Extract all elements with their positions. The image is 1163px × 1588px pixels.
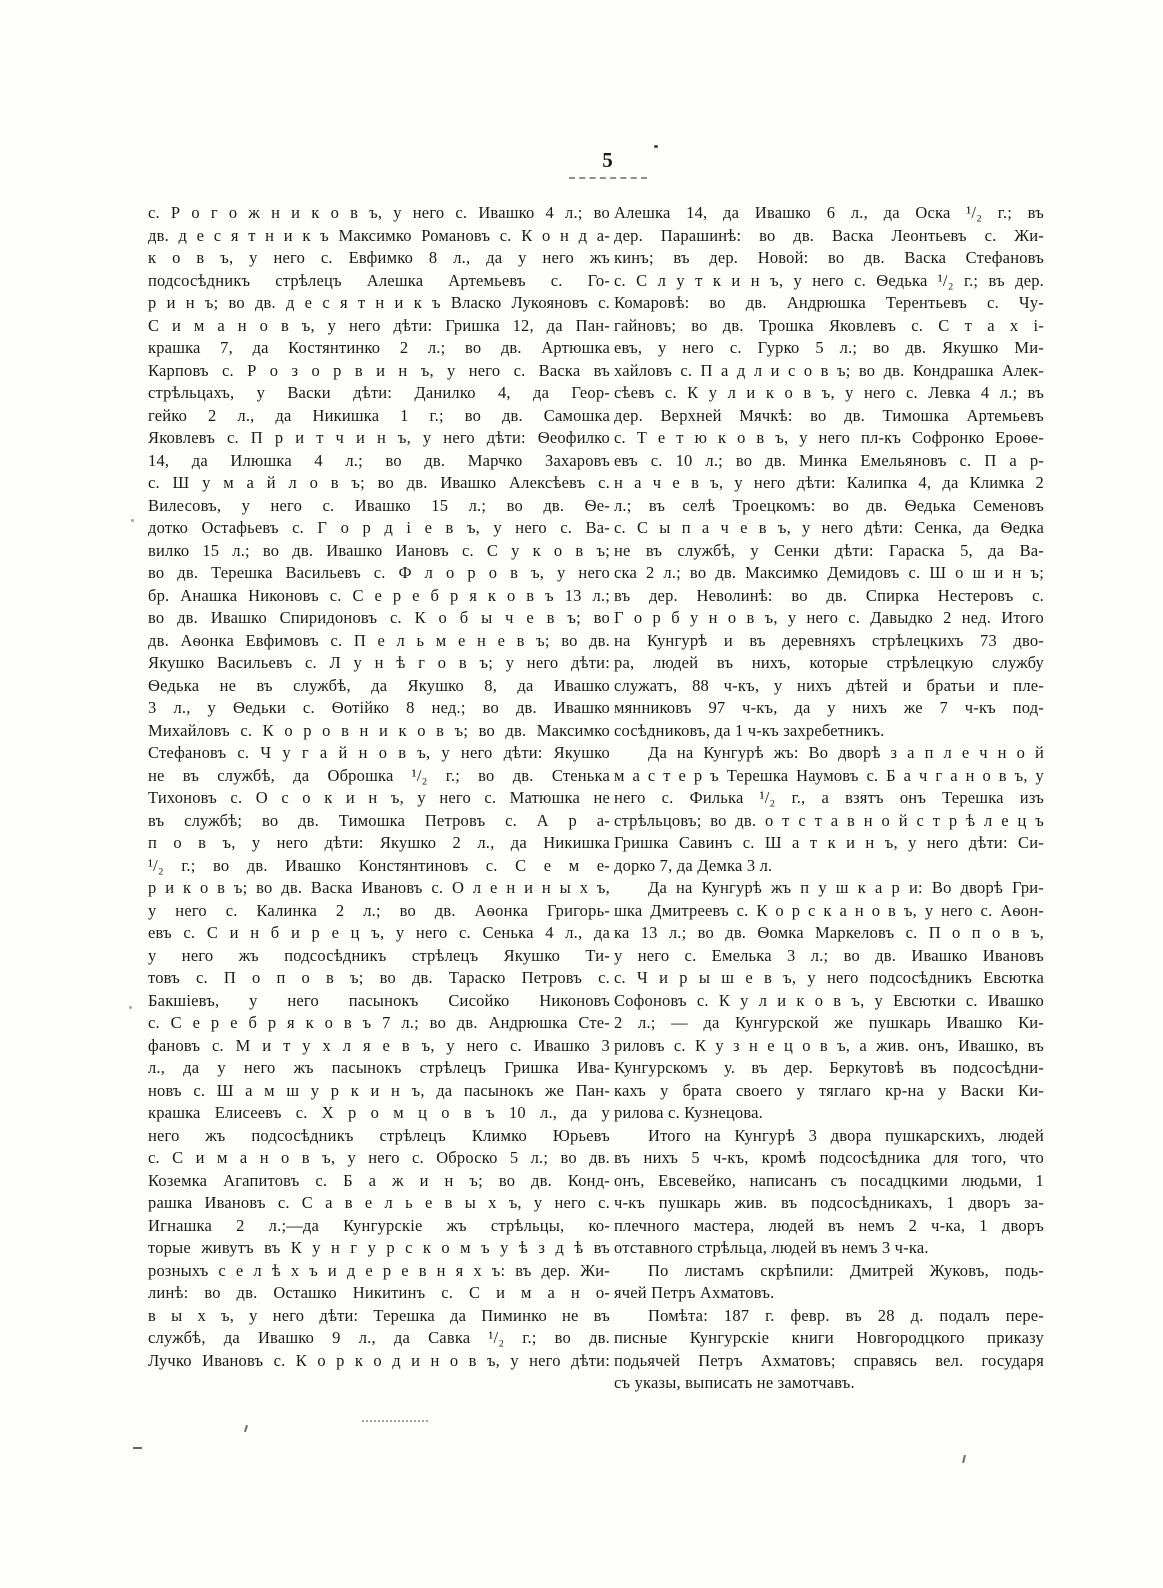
text-line: въ дер. Неволинѣ: во дв. Спирка Нестеровъ с.: [614, 585, 1044, 605]
text-line: евъ с. 10 л.; во дв. Минка Емельяновъ с. П а р-: [614, 450, 1044, 470]
text-line: Игнашка 2 л.;—да Кунгурскіе жъ стрѣльцы, ко-: [148, 1215, 610, 1235]
text-line: не въ службѣ, у Сенки дѣти: Гараска 5, да Ва-: [614, 540, 1044, 560]
text-line: Алешка 14, да Ивашко 6 л., да Оска ¹/₂ г.; въ: [614, 203, 1044, 222]
text-line: с. Т е т ю к о в ъ, у него пл-къ Софронко Ероѳе-: [614, 428, 1044, 447]
text-line: евъ с. С и н б и р е ц ъ, у него с. Сенька 4 л., да: [148, 923, 610, 942]
page-number-rule: [569, 177, 647, 179]
text-line: ¹/₂ г.; во дв. Ивашко Констянтиновъ с. С е м е-: [148, 855, 610, 875]
text-line: р и к о в ъ; во дв. Васка Ивановъ с. О л е н и н ы х ъ,: [148, 878, 610, 897]
text-line: Стефановъ с. Ч у г а й н о в ъ, у него дѣти: Якушко: [148, 743, 610, 762]
text-line: Кунгурскомъ у. въ дер. Беркутовѣ въ подсосѣдни-: [614, 1058, 1044, 1077]
text-line: писные Кунгурскіе книги Новгородцкого приказу: [614, 1328, 1044, 1347]
text-line: дв. Аѳонка Евфимовъ с. П е л ь м е н е в ъ; во дв.: [148, 630, 610, 650]
text-line: с. Ш у м а й л о в ъ; во дв. Ивашко Алексѣевъ с.: [148, 473, 610, 492]
text-line: ка 13 л.; во дв. Ѳомка Маркеловъ с. П о п о в ъ,: [614, 923, 1044, 942]
text-line: Яковлевъ с. П р и т ч и н ъ, у него дѣти: Ѳеофилко: [148, 428, 610, 447]
text-line: кинъ; въ дер. Новой: во дв. Васка Стефановъ: [614, 248, 1044, 267]
text-line: р и н ъ; во дв. д е с я т н и к ъ Власко Лукояновъ с.: [148, 293, 610, 312]
text-line: рилова с. Кузнецова.: [614, 1103, 763, 1122]
text-line: Софоновъ с. К у л и к о в ъ, у Евсютки с. Ивашко: [614, 990, 1044, 1010]
text-line: съ указы, выписать не замотчавъ.: [614, 1373, 855, 1392]
text-line: крашка 7, да Костянтинко 2 л.; во дв. Артюшка: [148, 338, 610, 357]
text-line: хайловъ с. П а д л и с о в ъ; во дв. Кондрашка Алек-: [614, 360, 1044, 380]
text-line: в ы х ъ, у него дѣти: Терешка да Пиминко не въ: [148, 1305, 610, 1325]
right-text-column: [614, 202, 1044, 1395]
text-line: риловъ с. К у з н е ц о в ъ, а жив. онъ, Ивашко, въ: [614, 1035, 1044, 1055]
text-line: Да на Кунгурѣ жъ: Во дворѣ з а п л е ч н о й: [648, 743, 1044, 762]
text-line: евъ, у него с. Гурко 5 л.; во дв. Якушко Ми-: [614, 338, 1044, 357]
scan-artifact-dot: [654, 145, 658, 148]
text-line: торые живутъ въ К у н г у р с к о м ъ у ѣ з д ѣ въ: [148, 1238, 610, 1257]
text-line: кахъ у брата своего у тяглаго кр-на у Васки Ки-: [614, 1080, 1044, 1100]
text-line: м а с т е р ъ Терешка Наумовъ с. Б а ч г а н о в ъ, у: [614, 765, 1044, 785]
text-line: розныхъ с е л ѣ х ъ и д е р е в н я х ъ: въ дер. Жи-: [148, 1260, 610, 1280]
text-line: С и м а н о в ъ, у него дѣти: Гришка 12, да Пан-: [148, 315, 610, 335]
text-line: отставного стрѣльца, людей въ немъ 3 ч-ка.: [614, 1238, 929, 1257]
page-number: 5: [602, 148, 614, 172]
text-line: л.; въ селѣ Троецкомъ: во дв. Ѳедька Семеновъ: [614, 495, 1044, 515]
text-line: с. С е р е б р я к о в ъ 7 л.; во дв. Андрюшка Сте-: [148, 1013, 610, 1032]
text-line: въ службѣ; во дв. Тимошка Петровъ с. А р а-: [148, 810, 610, 830]
text-line: стрѣльцовъ; во дв. о т с т а в н о й с т р ѣ л е ц ъ: [614, 810, 1044, 830]
scan-artifact-speck: [131, 519, 134, 522]
text-line: крашка Елисеевъ с. Х р о м ц о в ъ 10 л., да у: [148, 1103, 610, 1122]
scan-artifact-speck: [129, 1006, 132, 1009]
text-line: сѣевъ с. К у л и к о в ъ, у него с. Левка 4 л.; въ: [614, 383, 1044, 402]
text-line: Итого на Кунгурѣ 3 двора пушкарскихъ, людей: [648, 1125, 1044, 1145]
text-line: во дв. Терешка Васильевъ с. Ф л о р о в ъ, у него: [148, 563, 610, 582]
text-line: Лучко Ивановъ с. К о р к о д и н о в ъ, у него дѣти:: [148, 1350, 610, 1370]
text-line: ч-къ пушкарь жив. въ подсосѣдникахъ, 1 дворъ за-: [614, 1193, 1044, 1212]
text-line: у него жъ подсосѣдникъ стрѣлецъ Якушко Ти-: [148, 945, 610, 965]
text-line: новъ с. Ш а м ш у р к и н ъ, да пасынокъ же Пан-: [148, 1080, 610, 1100]
text-line: с. С ы п а ч е в ъ, у него дѣти: Сенка, да Ѳедка: [614, 518, 1044, 537]
scan-artifact-tick: [244, 1425, 248, 1432]
text-line: рашка Ивановъ с. С а в е л ь е в ы х ъ, у него с.: [148, 1193, 610, 1212]
text-line: служатъ, 88 ч-къ, у нихъ дѣтей и братьи и пле-: [614, 675, 1044, 695]
text-line: ра, людей въ нихъ, которые стрѣлецкую службу: [614, 653, 1044, 672]
text-line: Якушко Васильевъ с. Л у н ѣ г о в ъ; у него дѣти:: [148, 653, 610, 672]
text-line: службѣ, да Ивашко 9 л., да Савка ¹/₂ г.; во дв.: [148, 1328, 610, 1347]
text-line: Вилесовъ, у него с. Ивашко 15 л.; во дв. Ѳе-: [148, 495, 610, 515]
text-line: товъ с. П о п о в ъ; во дв. Тараско Петровъ с.: [148, 968, 610, 987]
text-line: гайновъ; во дв. Трошка Яковлевъ с. С т а х і-: [614, 315, 1044, 335]
text-line: сосѣдниковъ, да 1 ч-къ захребетникъ.: [614, 720, 885, 740]
text-line: него с. Филька ¹/₂ г., а взятъ онъ Терешка изъ: [614, 788, 1044, 807]
text-line: л., да у него жъ пасынокъ стрѣлецъ Гришка Ива-: [148, 1058, 610, 1077]
text-line: дер. Верхней Мячкѣ: во дв. Тимошка Артемьевъ: [614, 405, 1044, 425]
text-line: дв. д е с я т н и к ъ Максимко Романовъ с. К о н д а-: [148, 225, 610, 245]
text-line: 14, да Илюшка 4 л.; во дв. Марчко Захаровъ: [148, 450, 610, 470]
text-line: Гришка Савинъ с. Ш а т к и н ъ, у него дѣти: Си-: [614, 833, 1044, 852]
scan-artifact-tick: [962, 1455, 966, 1463]
text-line: Г о р б у н о в ъ, у него с. Давыдко 2 нед. Итого: [614, 608, 1044, 627]
text-line: 2 л.; — да Кунгурской же пушкарь Ивашко Ки-: [614, 1013, 1044, 1032]
text-line: Помѣта: 187 г. февр. въ 28 д. подалъ пере-: [648, 1305, 1044, 1325]
text-line: Бакшіевъ, у него пасынокъ Сисойко Никоновъ: [148, 990, 610, 1010]
text-line: дер. Парашинѣ: во дв. Васка Леонтьевъ с. Жи-: [614, 225, 1044, 245]
text-line: въ нихъ 5 ч-къ, кромѣ подсосѣдника для того, что: [614, 1148, 1044, 1167]
text-line: Коземка Агапитовъ с. Б а ж и н ъ; во дв. Конд-: [148, 1170, 610, 1190]
text-line: линѣ: во дв. Осташко Никитинъ с. С и м а н о-: [148, 1283, 610, 1302]
text-line: с. Р о г о ж н и к о в ъ, у него с. Ивашко 4 л.; во: [148, 203, 610, 222]
text-line: подсосѣдникъ стрѣлецъ Алешка Артемьевъ с. Го-: [148, 270, 610, 290]
text-line: с. С л у т к и н ъ, у него с. Ѳедька ¹/₂ г.; въ дер.: [614, 270, 1044, 290]
text-line: Да на Кунгурѣ жъ п у ш к а р и: Во дворѣ Гри-: [648, 878, 1044, 897]
text-line: Тихоновъ с. О с о к и н ъ, у него с. Матюшка не: [148, 788, 610, 807]
text-line: с. С и м а н о в ъ, у него с. Оброско 5 л.; во дв.: [148, 1148, 610, 1167]
text-line: у него с. Емелька 3 л.; во дв. Ивашко Ивановъ: [614, 945, 1044, 965]
text-line: плечного мастера, людей въ немъ 2 ч-ка, 1 дворъ: [614, 1215, 1044, 1235]
text-line: к о в ъ, у него с. Евфимко 8 л., да у него жъ: [148, 248, 610, 267]
text-line: с. Ч и р ы ш е в ъ, у него подсосѣдникъ Евсютка: [614, 968, 1044, 987]
text-line: стрѣльцахъ, у Васки дѣти: Данилко 4, да Геор-: [148, 383, 610, 402]
text-line: дорко 7, да Демка 3 л.: [614, 855, 773, 875]
text-line: ячей Петръ Ахматовъ.: [614, 1283, 775, 1302]
text-line: вилко 15 л.; во дв. Ивашко Иановъ с. С у к о в ъ;: [148, 540, 610, 560]
text-line: 3 л., у Ѳедьки с. Ѳотійко 8 нед.; во дв. Ивашко: [148, 698, 610, 717]
scan-artifact-dots: [362, 1420, 428, 1422]
text-line: Карповъ с. Р о з о р в и н ъ, у него с. Васка въ: [148, 360, 610, 380]
text-line: во дв. Ивашко Спиридоновъ с. К о б ы ч е в ъ; во: [148, 608, 610, 627]
text-line: гейко 2 л., да Никишка 1 г.; во дв. Самошка: [148, 405, 610, 425]
text-line: По листамъ скрѣпили: Дмитрей Жуковъ, подь-: [648, 1260, 1044, 1280]
text-line: дотко Остафьевъ с. Г о р д і е в ъ, у него с. Ва-: [148, 518, 610, 537]
text-line: подьячей Петръ Ахматовъ; справясь вел. государя: [614, 1350, 1044, 1370]
text-line: фановъ с. М и т у х л я е в ъ, у него с. Ивашко 3: [148, 1035, 610, 1055]
text-line: мянниковъ 97 ч-къ, да у нихъ же 7 ч-къ под-: [614, 698, 1044, 717]
text-line: Комаровѣ: во дв. Андрюшка Терентьевъ с. Чу-: [614, 293, 1044, 312]
text-line: на Кунгурѣ и въ деревняхъ стрѣлецкихъ 73 дво-: [614, 630, 1044, 650]
text-line: шка Дмитреевъ с. К о р с к а н о в ъ, у него с. Аѳон-: [614, 900, 1044, 920]
text-line: п о в ъ, у него дѣти: Якушко 2 л., да Никишка: [148, 833, 610, 852]
text-line: не въ службѣ, да Оброшка ¹/₂ г.; во дв. Стенька: [148, 765, 610, 785]
text-line: онъ, Евсевейко, написанъ съ посадцкими людьми, 1: [614, 1170, 1044, 1190]
text-line: него жъ подсосѣдникъ стрѣлецъ Климко Юрьевъ: [148, 1125, 610, 1145]
page-header: [553, 148, 663, 179]
text-line: н а ч е в ъ, у него дѣти: Калипка 4, да Климка 2: [614, 473, 1044, 492]
left-text-column: [148, 202, 610, 1372]
text-line: Ѳедька не въ службѣ, да Якушко 8, да Ивашко: [148, 675, 610, 695]
scan-artifact-dash: [133, 1447, 142, 1449]
text-line: Михайловъ с. К о р о в н и к о в ъ; во дв. Максимко: [148, 720, 610, 740]
text-line: бр. Анашка Никоновъ с. С е р е б р я к о в ъ 13 л.;: [148, 585, 610, 605]
text-line: у него с. Калинка 2 л.; во дв. Аѳонка Григорь-: [148, 900, 610, 920]
text-line: ска 2 л.; во дв. Максимко Демидовъ с. Ш о ш и н ъ;: [614, 563, 1044, 582]
